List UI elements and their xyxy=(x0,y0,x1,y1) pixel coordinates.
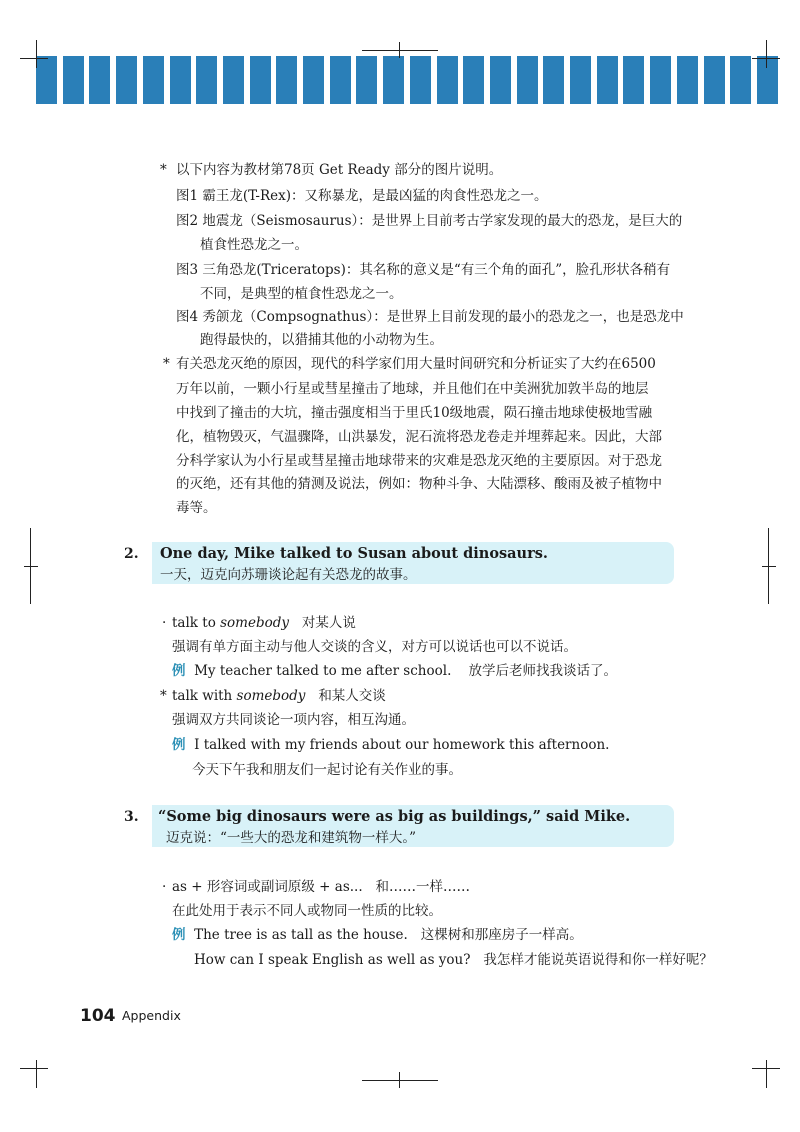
extinction-line: 有关恐龙灭绝的原因，现代的科学家们用大量时间研究和分析证实了大约在6500 xyxy=(176,356,656,372)
example-label: 例 xyxy=(172,663,186,679)
bullet-dot: · xyxy=(162,615,167,631)
fig2-caption: 图2 地震龙（Seismosaurus）：是世界上目前考古学家发现的最大的恐龙，是巨大的 xyxy=(176,213,683,229)
sentence-zh: 迈克说：“一些大的恐龙和建筑物一样大。” xyxy=(166,830,417,846)
phrase-talk-to: talk to somebody 对某人说 xyxy=(172,615,356,631)
example-line: 例 The tree is as tall as the house. 这棵树和那座房子一样高。 xyxy=(172,927,583,943)
asterisk: * xyxy=(160,688,167,704)
example-line: 例 I talked with my friends about our homework this afternoon. xyxy=(172,737,610,753)
phrase-desc: 强调双方共同谈论一项内容，相互沟通。 xyxy=(172,712,415,728)
section-number: 3. xyxy=(124,809,139,825)
header-band xyxy=(36,56,778,104)
sentence-en: “Some big dinosaurs were as big as buildings,” said Mike. xyxy=(158,808,631,825)
extinction-line: 中找到了撞击的大坑，撞击强度相当于里氏10级地震，陨石撞击地球使极地雪融 xyxy=(176,405,653,421)
extinction-line: 的灭绝，还有其他的猜测及说法，例如：物种斗争、大陆漂移、酸雨及被子植物中 xyxy=(176,476,662,492)
fig4-caption-cont: 跑得最快的，以猎捕其他的小动物为生。 xyxy=(200,332,443,348)
extinction-line: 分科学家认为小行星或彗星撞击地球带来的灾难是恐龙灭绝的主要原因。对于恐龙 xyxy=(176,453,662,469)
bullet-dot: · xyxy=(162,879,167,895)
sentence-en: One day, Mike talked to Susan about dinosaurs. xyxy=(160,545,548,562)
page-number: 104 xyxy=(80,1006,116,1026)
notes-intro: 以下内容为教材第78页 Get Ready 部分的图片说明。 xyxy=(176,162,503,178)
phrase-desc: 在此处用于表示不同人或物同一性质的比较。 xyxy=(172,903,442,919)
fig2-caption-cont: 植食性恐龙之一。 xyxy=(200,237,308,253)
example-label: 例 xyxy=(172,927,186,943)
extinction-line: 化，植物毁灭，气温骤降，山洪暴发，泥石流将恐龙卷走并埋葬起来。因此，大部 xyxy=(176,429,662,445)
fig1-caption: 图1 霸王龙(T-Rex)：又称暴龙，是最凶猛的肉食性恐龙之一。 xyxy=(176,188,548,204)
extinction-line: 毒等。 xyxy=(176,500,217,516)
fig3-caption: 图3 三角恐龙(Triceratops)：其名称的意义是“有三个角的面孔”，脸孔形状各稍有 xyxy=(176,262,671,278)
example-line: How can I speak English as well as you? 我怎样才能说英语说得和你一样好呢？ xyxy=(194,952,713,968)
fig4-caption: 图4 秀颌龙（Compsognathus）：是世界上目前发现的最小的恐龙之一，也是恐龙中 xyxy=(176,309,684,325)
appendix-label: Appendix xyxy=(122,1008,181,1023)
phrase-talk-with: talk with somebody 和某人交谈 xyxy=(172,688,386,704)
asterisk: * xyxy=(163,356,170,372)
example-line: 例 My teacher talked to me after school. 放学后老师找我谈话了。 xyxy=(172,663,618,679)
fig3-caption-cont: 不同，是典型的植食性恐龙之一。 xyxy=(200,286,403,302)
extinction-line: 万年以前，一颗小行星或彗星撞击了地球，并且他们在中美洲犹加敦半岛的地层 xyxy=(176,381,649,397)
phrase-desc: 强调有单方面主动与他人交谈的含义，对方可以说话也可以不说话。 xyxy=(172,639,577,655)
phrase-as-as: as + 形容词或副词原级 + as... 和……一样…… xyxy=(172,879,470,895)
section-number: 2. xyxy=(124,546,139,562)
example-zh: 今天下午我和朋友们一起讨论有关作业的事。 xyxy=(192,762,462,778)
sentence-zh: 一天，迈克向苏珊谈论起有关恐龙的故事。 xyxy=(160,567,417,583)
asterisk: * xyxy=(160,162,167,178)
example-label: 例 xyxy=(172,737,186,753)
